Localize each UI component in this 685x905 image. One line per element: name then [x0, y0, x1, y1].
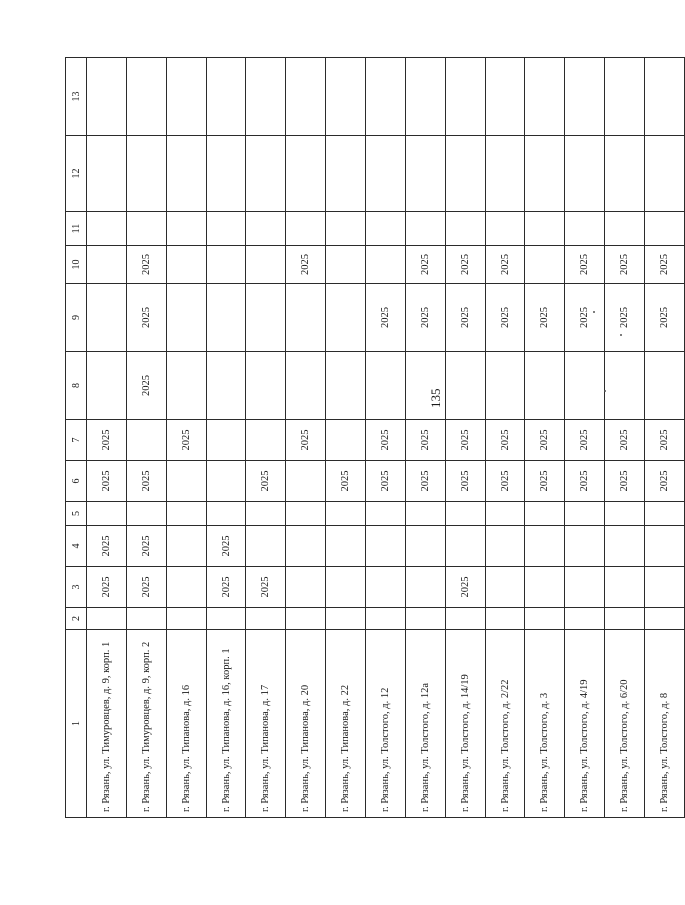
column-number-header: 4	[66, 526, 87, 567]
year-cell	[405, 526, 445, 567]
year-cell	[166, 284, 206, 352]
year-cell: 2025	[525, 420, 565, 461]
year-cell	[405, 58, 445, 136]
year-cell	[206, 58, 246, 136]
year-cell: 2025	[445, 567, 485, 608]
year-cell: 2025	[206, 567, 246, 608]
year-cell	[326, 284, 366, 352]
year-cell: 2025	[126, 352, 166, 420]
year-cell	[166, 352, 206, 420]
column-number-header: 6	[66, 461, 87, 502]
year-cell	[206, 284, 246, 352]
year-cell: 2025	[485, 284, 525, 352]
table-row	[485, 58, 525, 818]
address-cell: г. Рязань, ул. Типанова, д. 20	[286, 630, 326, 818]
year-cell	[326, 526, 366, 567]
year-cell	[485, 526, 525, 567]
year-cell	[405, 608, 445, 630]
year-cell	[605, 608, 645, 630]
year-cell	[126, 502, 166, 526]
year-cell	[645, 608, 685, 630]
address-cell: г. Рязань, ул. Толстого, д. 12	[366, 630, 406, 818]
year-cell: 2025	[206, 526, 246, 567]
year-cell	[87, 58, 127, 136]
year-cell	[286, 502, 326, 526]
year-cell	[246, 136, 286, 212]
column-number-header: 9	[66, 284, 87, 352]
year-cell	[246, 526, 286, 567]
year-cell: 2025	[645, 284, 685, 352]
column-number-header: 11	[66, 212, 87, 246]
year-cell: 2025	[126, 461, 166, 502]
year-cell: 2025	[445, 420, 485, 461]
year-cell	[565, 608, 605, 630]
year-cell	[645, 567, 685, 608]
year-cell: 2025	[605, 461, 645, 502]
year-cell: 2025	[166, 420, 206, 461]
year-cell	[485, 212, 525, 246]
table-body	[87, 58, 685, 818]
year-cell: 2025	[645, 246, 685, 284]
table-row	[326, 58, 366, 818]
year-cell	[485, 567, 525, 608]
address-cell: г. Рязань, ул. Типанова, д. 16	[166, 630, 206, 818]
column-number-header-row	[66, 58, 87, 818]
year-cell: 2025	[445, 246, 485, 284]
year-cell	[326, 136, 366, 212]
year-cell	[246, 212, 286, 246]
year-cell	[87, 136, 127, 212]
year-cell	[605, 136, 645, 212]
year-cell	[366, 58, 406, 136]
year-cell	[126, 58, 166, 136]
year-cell	[246, 352, 286, 420]
year-cell: 2025	[326, 461, 366, 502]
year-cell	[405, 136, 445, 212]
year-cell	[206, 461, 246, 502]
year-cell	[525, 58, 565, 136]
year-cell: 2025	[485, 246, 525, 284]
year-cell	[246, 246, 286, 284]
table-row	[445, 58, 485, 818]
year-cell	[286, 608, 326, 630]
year-cell	[246, 608, 286, 630]
year-cell	[525, 136, 565, 212]
year-cell	[206, 352, 246, 420]
year-cell: 2025	[525, 461, 565, 502]
year-cell: 2025	[525, 284, 565, 352]
year-cell: 2025	[645, 420, 685, 461]
year-cell	[206, 608, 246, 630]
column-number-header: 5	[66, 502, 87, 526]
year-cell	[326, 58, 366, 136]
address-cell: г. Рязань, ул. Толстого, д. 6/20	[605, 630, 645, 818]
year-cell	[605, 58, 645, 136]
table-row	[87, 58, 127, 818]
address-cell: г. Рязань, ул. Тимуровцев, д. 9, корп. 2	[126, 630, 166, 818]
column-number-header: 8	[66, 352, 87, 420]
year-cell	[525, 608, 565, 630]
table-row	[605, 58, 645, 818]
year-cell	[246, 284, 286, 352]
table-row	[166, 58, 206, 818]
year-cell	[206, 136, 246, 212]
year-cell	[485, 58, 525, 136]
year-cell: 2025	[87, 420, 127, 461]
year-cell: 2025	[405, 420, 445, 461]
year-cell	[366, 136, 406, 212]
year-cell	[286, 526, 326, 567]
year-cell	[286, 461, 326, 502]
year-cell	[166, 136, 206, 212]
year-cell	[326, 420, 366, 461]
year-cell	[645, 212, 685, 246]
year-cell	[525, 246, 565, 284]
year-cell	[405, 567, 445, 608]
year-cell: 2025	[565, 461, 605, 502]
address-cell: г. Рязань, ул. Толстого, д. 2/22	[485, 630, 525, 818]
year-cell: 2025	[605, 246, 645, 284]
year-cell	[166, 608, 206, 630]
year-cell: 2025	[485, 420, 525, 461]
year-cell: 2025	[366, 420, 406, 461]
year-cell	[87, 502, 127, 526]
year-cell: 2025	[405, 246, 445, 284]
year-cell	[605, 526, 645, 567]
year-cell	[246, 58, 286, 136]
year-cell	[326, 502, 366, 526]
year-cell	[126, 212, 166, 246]
rotated-table-wrapper	[65, 91, 685, 818]
year-cell: 2025	[126, 246, 166, 284]
year-cell	[366, 352, 406, 420]
year-cell	[366, 502, 406, 526]
year-cell	[286, 352, 326, 420]
year-cell	[605, 502, 645, 526]
address-cell: г. Рязань, ул. Типанова, д. 16, корп. 1	[206, 630, 246, 818]
address-cell: г. Рязань, ул. Толстого, д. 14/19	[445, 630, 485, 818]
address-cell: г. Рязань, ул. Толстого, д. 12а	[405, 630, 445, 818]
address-cell: г. Рязань, ул. Типанова, д. 17	[246, 630, 286, 818]
year-cell	[445, 136, 485, 212]
year-cell	[445, 526, 485, 567]
year-cell	[286, 136, 326, 212]
year-cell	[645, 136, 685, 212]
address-cell: г. Рязань, ул. Толстого, д. 8	[645, 630, 685, 818]
year-cell: 2025	[87, 526, 127, 567]
year-cell	[645, 502, 685, 526]
year-cell	[87, 352, 127, 420]
year-cell	[326, 608, 366, 630]
year-cell	[485, 502, 525, 526]
column-number-header: 10	[66, 246, 87, 284]
year-cell	[565, 352, 605, 420]
year-cell	[565, 58, 605, 136]
year-cell: 2025	[645, 461, 685, 502]
year-cell: 2025	[366, 461, 406, 502]
year-cell	[166, 526, 206, 567]
address-cell: г. Рязань, ул. Толстого, д. 3	[525, 630, 565, 818]
year-cell	[565, 502, 605, 526]
year-cell: 2025	[126, 284, 166, 352]
year-cell	[645, 352, 685, 420]
column-number-header: 1	[66, 630, 87, 818]
year-cell: 2025	[565, 420, 605, 461]
year-cell: 2025	[445, 461, 485, 502]
year-cell: 2025	[485, 461, 525, 502]
table-row	[645, 58, 685, 818]
year-cell	[87, 212, 127, 246]
table-row	[286, 58, 326, 818]
year-cell	[645, 58, 685, 136]
year-cell	[246, 420, 286, 461]
year-cell	[565, 567, 605, 608]
year-cell	[445, 352, 485, 420]
year-cell	[87, 608, 127, 630]
year-cell	[166, 246, 206, 284]
year-cell	[565, 212, 605, 246]
column-number-header: 7	[66, 420, 87, 461]
year-cell	[366, 608, 406, 630]
year-cell	[206, 502, 246, 526]
scan-speck	[620, 334, 622, 336]
year-cell	[366, 526, 406, 567]
year-cell: 2025	[405, 461, 445, 502]
year-cell	[525, 212, 565, 246]
year-cell	[286, 212, 326, 246]
column-number-header: 13	[66, 58, 87, 136]
scan-speck	[604, 390, 606, 392]
year-cell	[405, 502, 445, 526]
year-cell: 2025	[246, 461, 286, 502]
year-cell	[525, 567, 565, 608]
year-cell	[126, 136, 166, 212]
year-cell: 2025	[286, 420, 326, 461]
year-cell	[405, 212, 445, 246]
year-cell	[445, 212, 485, 246]
year-cell: 2025	[605, 420, 645, 461]
year-cell: 2025	[87, 461, 127, 502]
year-cell	[485, 136, 525, 212]
year-cell: 2025	[565, 284, 605, 352]
table-row	[565, 58, 605, 818]
year-cell	[166, 58, 206, 136]
table-row	[366, 58, 406, 818]
year-cell	[166, 212, 206, 246]
year-cell	[206, 212, 246, 246]
year-cell: 2025	[405, 284, 445, 352]
year-cell	[525, 502, 565, 526]
year-cell	[445, 608, 485, 630]
year-cell	[87, 284, 127, 352]
column-number-header: 2	[66, 608, 87, 630]
year-cell	[326, 567, 366, 608]
table-row	[206, 58, 246, 818]
year-cell	[565, 136, 605, 212]
year-cell	[366, 246, 406, 284]
year-cell: 2025	[126, 567, 166, 608]
year-cell	[605, 567, 645, 608]
year-cell	[126, 608, 166, 630]
year-cell	[206, 420, 246, 461]
year-cell	[366, 212, 406, 246]
year-cell	[485, 352, 525, 420]
column-number-header: 3	[66, 567, 87, 608]
year-cell: 2025	[366, 284, 406, 352]
year-cell	[126, 420, 166, 461]
scan-speck	[593, 311, 595, 313]
year-cell	[286, 567, 326, 608]
year-cell	[366, 567, 406, 608]
table-row	[246, 58, 286, 818]
table-row	[405, 58, 445, 818]
year-cell: 2025	[565, 246, 605, 284]
year-cell	[326, 352, 366, 420]
year-cell: 2025	[445, 284, 485, 352]
year-cell	[246, 502, 286, 526]
year-cell	[645, 526, 685, 567]
year-cell	[326, 212, 366, 246]
address-cell: г. Рязань, ул. Типанова, д. 22	[326, 630, 366, 818]
year-cell	[485, 608, 525, 630]
year-cell: 2025	[246, 567, 286, 608]
year-cell	[525, 526, 565, 567]
year-cell	[326, 246, 366, 284]
address-cell: г. Рязань, ул. Толстого, д. 4/19	[565, 630, 605, 818]
year-cell	[445, 58, 485, 136]
year-cell	[445, 502, 485, 526]
address-cell: г. Рязань, ул. Тимуровцев, д. 9, корп. 1	[87, 630, 127, 818]
table-row	[525, 58, 565, 818]
year-cell	[565, 526, 605, 567]
year-cell	[166, 567, 206, 608]
year-cell	[405, 352, 445, 420]
year-cell: 2025	[126, 526, 166, 567]
year-cell	[206, 246, 246, 284]
year-cell	[525, 352, 565, 420]
page-number: 135	[428, 388, 443, 408]
column-number-header: 12	[66, 136, 87, 212]
year-cell: 2025	[605, 284, 645, 352]
year-cell	[166, 461, 206, 502]
year-cell	[87, 246, 127, 284]
year-cell: 2025	[286, 246, 326, 284]
year-cell	[605, 212, 645, 246]
table-row	[126, 58, 166, 818]
year-cell	[286, 284, 326, 352]
housing-repair-schedule-table	[65, 57, 685, 818]
year-cell: 2025	[87, 567, 127, 608]
year-cell	[286, 58, 326, 136]
year-cell	[166, 502, 206, 526]
year-cell	[605, 352, 645, 420]
